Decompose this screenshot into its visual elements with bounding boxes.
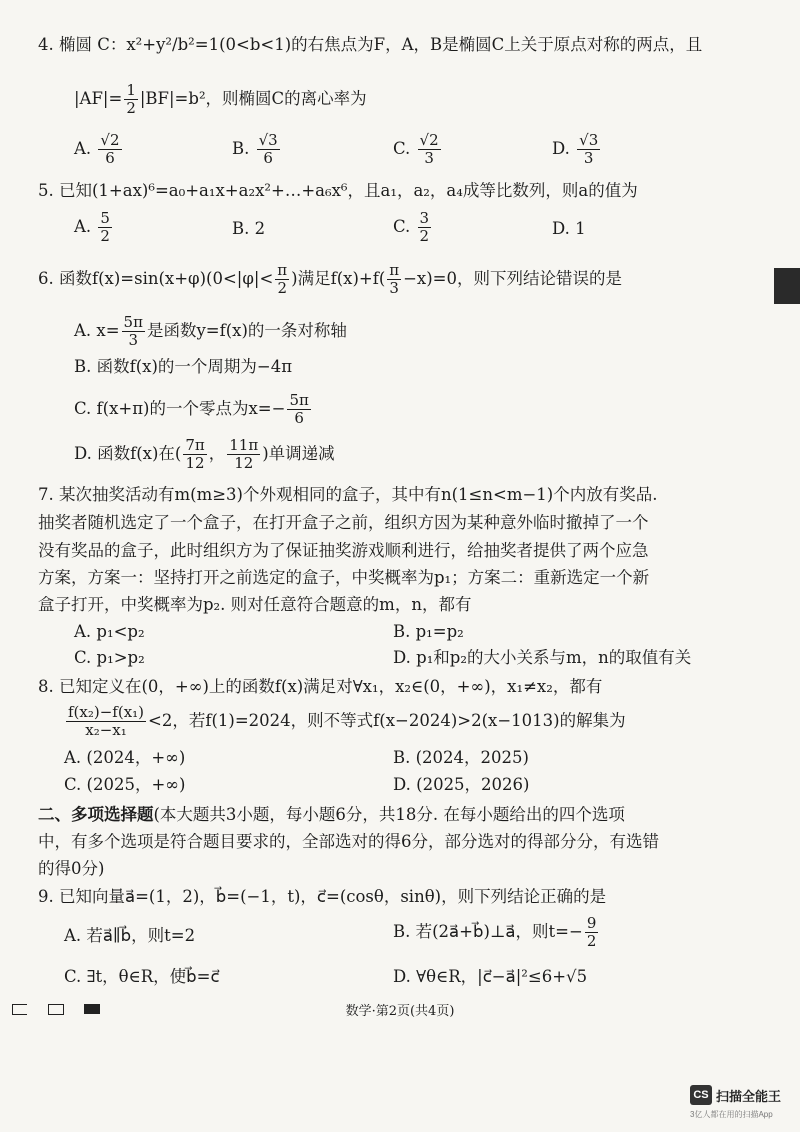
scanner-tagline: 3亿人都在用的扫描App	[690, 1110, 773, 1119]
page-footer: 数学·第2页(共4页)	[345, 1004, 455, 1019]
q4-stem-line2: |AF|= $\frac{1}{2}$ |BF|=b²，则椭圆C的离心率为	[74, 81, 367, 117]
q8-option-b: B. (2024，2025)	[393, 748, 529, 767]
q6-option-b: B. 函数f(x)的一个周期为−4π	[74, 357, 293, 376]
q7-stem-line5: 盒子打开，中奖概率为p₂. 则对任意符合题意的m，n，都有	[38, 595, 472, 614]
q4-stem-line1: 4. 椭圆 C：x²+y²/b²=1(0<b<1)的右焦点为F，A，B是椭圆C上关于原点对称的两点，且	[38, 35, 703, 54]
q9-option-a: A. 若a⃗∥b⃗，则t=2	[64, 926, 196, 945]
q5-option-a: A. $\frac{5}{2}$	[74, 209, 110, 245]
section2-line3: 的得0分)	[38, 859, 105, 878]
q5-stem: 5. 已知(1+ax)⁶=a₀+a₁x+a₂x²+…+a₆x⁶，且a₁，a₂，a₄成等比数列，则a的值为	[38, 181, 638, 200]
q6-option-a: A. x= $\frac{5\pi}{3}$ 是函数y=f(x)的一条对称轴	[74, 313, 347, 349]
q7-stem-line2: 抽奖者随机选定了一个盒子，在打开盒子之前，组织方因为某种意外临时撤掉了一个	[38, 513, 649, 532]
scanner-name: 扫描全能王	[716, 1089, 782, 1104]
page-edge-tab	[774, 268, 800, 304]
q4-option-c: C. $\frac{√2}{3}$	[393, 131, 439, 167]
q9-option-b: B. 若(2a⃗+b⃗)⊥a⃗，则t=− $\frac{9}{2}$	[393, 914, 597, 950]
q4-option-b: B. $\frac{√3}{6}$	[232, 131, 278, 167]
section2-line2: 中，有多个选项是符合题目要求的，全部选对的得6分，部分选对的得部分分，有选错	[38, 832, 659, 851]
section2-line1: 二、多项选择题(本大题共3小题，每小题6分，共18分. 在每小题给出的四个选项	[38, 805, 625, 824]
section2-heading: 二、多项选择题	[38, 805, 154, 824]
q7-stem-line4: 方案，方案一：坚持打开之前选定的盒子，中奖概率为p₁；方案二：重新选定一个新	[38, 568, 650, 587]
q6-stem: 6. 函数f(x)=sin(x+φ)(0<|φ|< $\frac{\pi}{2}$ )满足f(x)+f( $\frac{\pi}{3}$ −x)=0，则下列结论错误的是	[38, 261, 623, 297]
camscanner-logo-icon: CS	[690, 1085, 712, 1105]
q8-option-c: C. (2025，+∞)	[64, 775, 186, 794]
q7-option-b: B. p₁=p₂	[393, 622, 464, 641]
q6-option-c: C. f(x+π)的一个零点为x=− $\frac{5\pi}{6}$	[74, 391, 309, 427]
q8-stem-line2: $\frac{\text{f(x₂)−f(x₁)}}{\text{x₂−x₁}}$ <2，若f(1)=2024，则不等式f(x−2024)>2(x−1013)的解集为	[68, 703, 626, 739]
q9-option-d: D. ∀θ∈R，|c⃗−a⃗|²≤6+√5	[393, 967, 588, 986]
q4-option-d: D. $\frac{√3}{3}$	[552, 131, 599, 167]
q7-option-c: C. p₁>p₂	[74, 648, 145, 667]
q9-stem: 9. 已知向量a⃗=(1，2)，b⃗=(−1，t)，c⃗=(cosθ，sinθ)，则下列结论正确的是	[38, 887, 607, 906]
q5-option-d: D. 1	[552, 219, 586, 238]
q6-option-d: D. 函数f(x)在( $\frac{7\pi}{12}$ ， $\frac{11\pi}{12}$ )单调递减	[74, 436, 335, 472]
q7-stem-line3: 没有奖品的盒子，此时组织方为了保证抽奖游戏顺利进行，给抽奖者提供了两个应急	[38, 541, 649, 560]
q7-option-d: D. p₁和p₂的大小关系与m，n的取值有关	[393, 648, 692, 667]
q7-option-a: A. p₁<p₂	[74, 622, 145, 641]
q8-option-d: D. (2025，2026)	[393, 775, 530, 794]
q4-option-a: A. $\frac{√2}{6}$	[74, 131, 120, 167]
q8-stem-line1: 8. 已知定义在(0，+∞)上的函数f(x)满足对∀x₁，x₂∈(0，+∞)，x₁≠x₂，都有	[38, 677, 603, 696]
scanner-watermark	[690, 1085, 800, 1125]
q5-option-b: B. 2	[232, 219, 266, 238]
q8-option-a: A. (2024，+∞)	[64, 748, 186, 767]
q5-option-c: C. $\frac{3}{2}$	[393, 209, 430, 245]
q7-stem-line1: 7. 某次抽奖活动有m(m≥3)个外观相同的盒子，其中有n(1≤n<m−1)个内放有奖品.	[38, 485, 658, 504]
q9-option-c: C. ∃t，θ∈R，使b⃗=c⃗	[64, 967, 220, 986]
